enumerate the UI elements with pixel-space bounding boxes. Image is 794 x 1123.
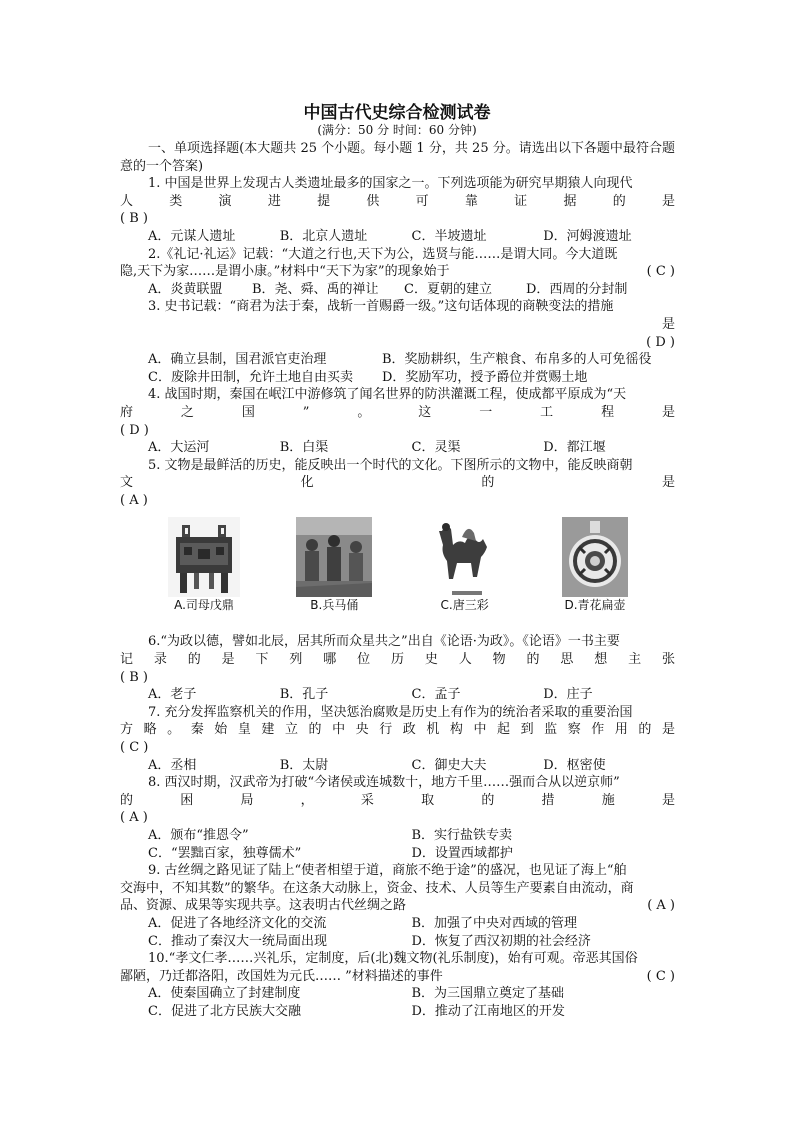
question-3-answer: ( D ) (646, 334, 675, 350)
question-4-answer: ( D ) (120, 422, 149, 438)
question-6-stem-2: 记录的是下列哪位历史人物的思想主张 (120, 652, 675, 668)
option: D．都江堰 (543, 440, 606, 456)
option: C．灵渠 (411, 440, 461, 456)
option: D．西周的分封制 (526, 281, 628, 297)
question-7-stem-2: 方略。秦始皇建立的中央行政机构中起到监察作用的是 (120, 722, 675, 738)
question-8-options-row-2 (120, 845, 675, 863)
option: C．半坡遗址 (411, 228, 487, 244)
figure-label: D.青花扁壶 (564, 598, 626, 613)
option: C．孟子 (411, 687, 461, 703)
option: D．恢复了西汉初期的社会经济 (411, 933, 591, 949)
question-4-options (120, 439, 675, 457)
question-2-stem-line (120, 263, 675, 281)
question-9-options-row-2 (120, 933, 675, 951)
question-9-stem-2: 交海中，不知其数”的繁华。在这条大动脉上，资金、技术、人员等生产要素自由流动，商 (120, 880, 634, 896)
question-3-options-row-2 (120, 369, 675, 387)
option: B．奖励耕织，生产粮食、布帛多的人可免徭役 (382, 352, 652, 368)
option: B．为三国鼎立奠定了基础 (411, 986, 565, 1002)
question-2-answer: ( C ) (646, 264, 675, 280)
figure-tang-sancai (405, 517, 525, 633)
question-3-options-row-1 (120, 351, 675, 369)
option: A．丞相 (148, 757, 197, 773)
option: A．使秦国确立了封建制度 (148, 986, 301, 1002)
question-7-stem: 7. 充分发挥监察机关的作用，坚决惩治腐败是历史上有作为的统治者采取的重要治国 (148, 704, 633, 720)
blue-white-flask-image (562, 517, 628, 597)
option: A．老子 (148, 687, 197, 703)
page-subtitle: (满分：50 分 时间：60 分钟) (317, 123, 477, 137)
option: A．炎黄联盟 (148, 281, 223, 297)
question-8-answer: ( A ) (120, 810, 148, 826)
option: C．夏朝的建立 (404, 281, 492, 297)
question-3-stem: 3. 史书记载：“商君为法于秦，战斩一首赐爵一级。”这句话体现的商鞅变法的措施 (148, 299, 614, 315)
question-9-stem-line (120, 897, 675, 915)
question-5-answer: ( A ) (120, 492, 148, 508)
question-4-stem-2: 府之国”。这一工程是 (120, 404, 675, 420)
tang-sancai-camel-image (432, 517, 498, 597)
option: C．促进了北方民族大交融 (148, 1003, 301, 1019)
question-10-options-row-1 (120, 985, 675, 1003)
question-2-stem-2: 隐,天下为家……是谓小康。”材料中“天下为家”的现象始于 (120, 264, 450, 280)
question-9-options-row-1 (120, 915, 675, 933)
figure-label: A.司母戊鼎 (174, 598, 234, 613)
question-5-stem-2: 文化的是 (120, 475, 675, 491)
option: B．尧、舜、禹的禅让 (252, 281, 379, 297)
option: B．白渠 (279, 440, 329, 456)
question-10-stem-line (120, 968, 675, 986)
question-9-stem: 9. 古丝绸之路见证了陆上“使者相望于道，商旅不绝于途”的盛况，也见证了海上“舶 (148, 863, 627, 879)
option: D．枢密使 (543, 757, 606, 773)
question-1-stem-2: 人类演进提供可靠证据的是 (120, 193, 675, 209)
question-8-stem: 8. 西汉时期，汉武帝为打破“今诸侯或连城数十，地方千里……强而合从以逆京师” (148, 775, 620, 791)
option: B．北京人遗址 (279, 228, 368, 244)
question-5-stem: 5. 文物是最鲜活的历史，能反映出一个时代的文化。下图所示的文物中，能反映商朝 (148, 457, 633, 473)
option: A．促进了各地经济文化的交流 (148, 915, 327, 931)
figure-terracotta (274, 517, 394, 633)
figure-label: B.兵马俑 (310, 598, 359, 613)
option: C．“罢黜百家，独尊儒术” (148, 845, 302, 861)
terracotta-army-image (296, 517, 372, 597)
option: B．实行盐铁专卖 (411, 828, 513, 843)
question-2-options (120, 281, 675, 299)
question-4-stem: 4. 战国时期，秦国在岷江中游修筑了闻名世界的防洪灌溉工程，使成都平原成为“天 (148, 387, 627, 403)
question-6-stem: 6.“为政以德，譬如北辰，居其所而众星共之”出自《论语·为政》。《论语》一书主要 (148, 634, 620, 650)
option: D．奖励军功，授予爵位并赏赐土地 (382, 369, 588, 385)
option: B．太尉 (279, 757, 329, 773)
question-1-stem: 1. 中国是世界上发现古人类遗址最多的国家之一。下列选项能为研究早期猿人向现代 (148, 176, 633, 192)
question-7-answer: ( C ) (120, 740, 149, 756)
question-3-stem-2: 是 (661, 316, 675, 332)
question-8-stem-2: 的困局，采取的措施是 (120, 792, 675, 808)
question-9-answer: ( A ) (647, 898, 675, 914)
option: A．大运河 (148, 440, 210, 456)
question-5-figures (120, 509, 675, 633)
option: B．孔子 (279, 687, 329, 703)
question-9-stem-3: 品、资源、成果等实现共享。这表明古代丝绸之路 (120, 898, 407, 914)
question-7-options (120, 757, 675, 775)
question-1-answer: ( B ) (120, 211, 148, 227)
figure-label: C.唐三彩 (440, 598, 489, 613)
question-1-options (120, 228, 675, 246)
option: B．加强了中央对西域的管理 (411, 915, 578, 931)
ding-vessel-image (168, 517, 240, 597)
question-10-stem: 10.“孝文仁孝……兴礼乐，定制度，后(北)魏文物(礼乐制度)，始有可观。帝恶其国俗 (148, 951, 638, 967)
page-title: 中国古代史综合检测试卷 (303, 103, 491, 123)
option: A．颁布“推恩令” (148, 828, 249, 843)
question-6-options (120, 686, 675, 704)
option: D．设置西域都护 (411, 845, 513, 861)
section-instruction: 一、单项选择题(本大题共 25 个小题。每小题 1 分，共 25 分。请选出以下各题中最符合题意的一个答案) (120, 141, 675, 174)
question-8-options-row-1 (120, 827, 675, 845)
question-10-stem-2: 鄙陋，乃迁都洛阳，改国姓为元氏…… ”材料描述的事件 (120, 968, 443, 984)
option: D．河姆渡遗址 (543, 228, 632, 244)
option: C．御史大夫 (411, 757, 487, 773)
option: A．确立县制，国君派官吏治理 (148, 352, 327, 368)
question-10-answer: ( C ) (646, 968, 675, 984)
question-2-stem: 2.《礼记·礼运》记载：“大道之行也,天下为公，选贤与能……是谓大同。今大道既 (148, 246, 618, 262)
question-10-options-row-2 (120, 1003, 675, 1021)
question-6-answer: ( B ) (120, 669, 148, 685)
option: D．庄子 (543, 687, 593, 703)
option: D．推动了江南地区的开发 (411, 1003, 565, 1019)
option: C．废除井田制，允许土地自由买卖 (148, 369, 353, 385)
exam-content (120, 140, 675, 1021)
figure-blue-white-flask (535, 517, 655, 633)
option: A．元谋人遗址 (148, 228, 236, 244)
option: C．推动了秦汉大一统局面出现 (148, 933, 327, 949)
figure-ding (144, 517, 264, 633)
